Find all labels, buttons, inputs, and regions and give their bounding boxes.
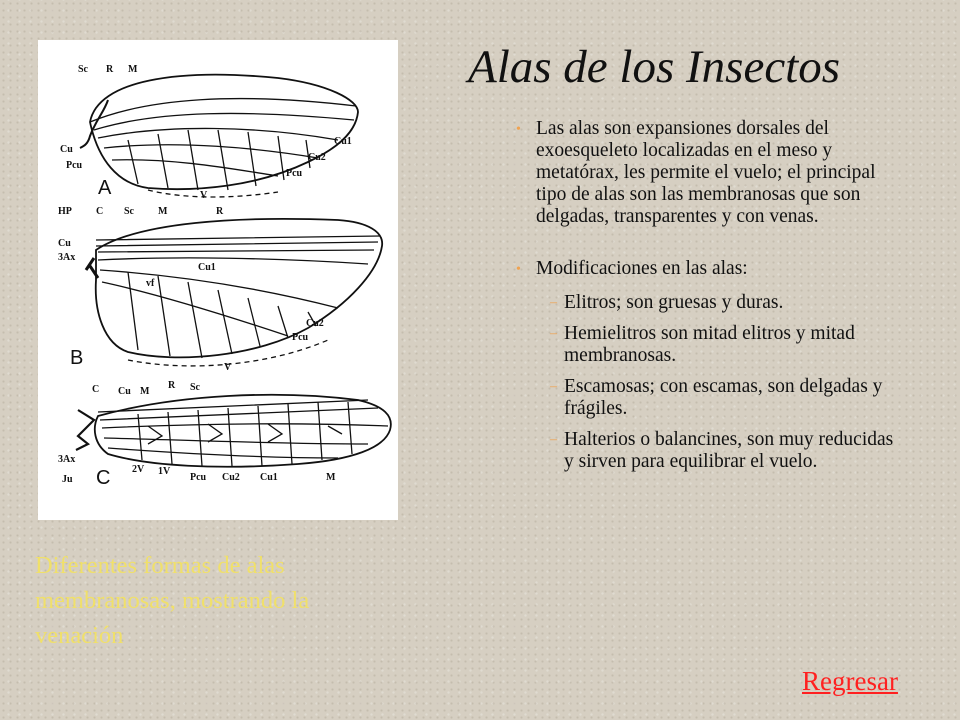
slide-title: Alas de los Insectos: [468, 41, 841, 93]
bullet-item: [512, 118, 902, 228]
label-1v-c: 1V: [158, 466, 171, 477]
label-3ax-b: 3Ax: [58, 252, 76, 263]
label-cu1-b: Cu1: [198, 262, 216, 273]
sub-bullet-text: Elitros; son gruesas y duras.: [564, 292, 784, 313]
wing-drawing: [38, 40, 398, 520]
label-pcu2-a: Pcu: [286, 168, 303, 179]
label-cu-b: Cu: [58, 238, 71, 249]
label-hp-b: HP: [58, 206, 72, 217]
bullet-text: Modificaciones en las alas:: [536, 258, 748, 279]
label-pcu-c: Pcu: [190, 472, 207, 483]
label-pcu-a: Pcu: [66, 160, 83, 171]
sub-bullet-item: [512, 292, 902, 314]
bullet-text: Las alas son expansiones dorsales del exoesqueleto localizadas en el meso y metatórax, les permite el vuelo; el principal tipo de alas son las membranosas que son delgadas, transparentes y con venas.: [536, 118, 876, 227]
panel-label-b: B: [70, 347, 84, 369]
wing-c: [76, 395, 391, 467]
label-m-c: M: [140, 386, 150, 397]
sub-bullet-text: Escamosas; con escamas, son delgadas y frágiles.: [564, 376, 883, 419]
label-vf-b: vf: [146, 278, 155, 289]
label-r-b: R: [216, 206, 224, 217]
label-sc-c: Sc: [190, 382, 200, 393]
label-cu1-c: Cu1: [260, 472, 278, 483]
dash-marker-icon: –: [550, 379, 557, 394]
label-cu2-a: Cu2: [308, 152, 326, 163]
label-v-b: V: [224, 362, 232, 373]
wing-venation-figure: [38, 40, 398, 520]
label-cu-c: Cu: [118, 386, 131, 397]
bullet-marker-icon: •: [516, 262, 521, 277]
label-r-a: R: [106, 64, 114, 75]
sub-bullet-text: Hemielitros son mitad elitros y mitad membranosas.: [564, 323, 855, 366]
bullet-list: [512, 118, 902, 473]
label-m2-c: M: [326, 472, 336, 483]
label-cu2-c: Cu2: [222, 472, 240, 483]
label-ju-c: Ju: [62, 474, 73, 485]
label-cu2-b: Cu2: [306, 318, 324, 329]
dash-marker-icon: –: [550, 326, 557, 341]
panel-label-a: A: [98, 177, 112, 199]
wing-b: [86, 219, 382, 366]
sub-bullet-item: [512, 323, 902, 367]
dash-marker-icon: –: [550, 432, 557, 447]
panel-label-c: C: [96, 467, 111, 489]
label-c-b: C: [96, 206, 104, 217]
label-sc-a: Sc: [78, 64, 88, 75]
wing-a: [80, 75, 358, 197]
label-m-b: M: [158, 206, 168, 217]
label-2v-c: 2V: [132, 464, 145, 475]
label-r-c: R: [168, 380, 176, 391]
label-cu1-a: Cu1: [334, 136, 352, 147]
sub-bullet-item: [512, 376, 902, 420]
label-v-a: V: [200, 190, 208, 201]
label-sc-b: Sc: [124, 206, 134, 217]
figure-caption: Diferentes formas de alas membranosas, mostrando la venación: [35, 552, 310, 649]
dash-marker-icon: –: [550, 295, 557, 310]
sub-bullet-text: Halterios o balancines, son muy reducidas y sirven para equilibrar el vuelo.: [564, 429, 894, 472]
bullet-marker-icon: •: [516, 122, 521, 137]
sub-bullet-item: [512, 429, 902, 473]
label-pcu-b: Pcu: [292, 332, 309, 343]
label-cu-a: Cu: [60, 144, 73, 155]
bullet-item: [512, 258, 902, 280]
label-c-c: C: [92, 384, 100, 395]
label-m-a: M: [128, 64, 138, 75]
back-link[interactable]: Regresar: [802, 666, 898, 696]
label-3ax-c: 3Ax: [58, 454, 76, 465]
